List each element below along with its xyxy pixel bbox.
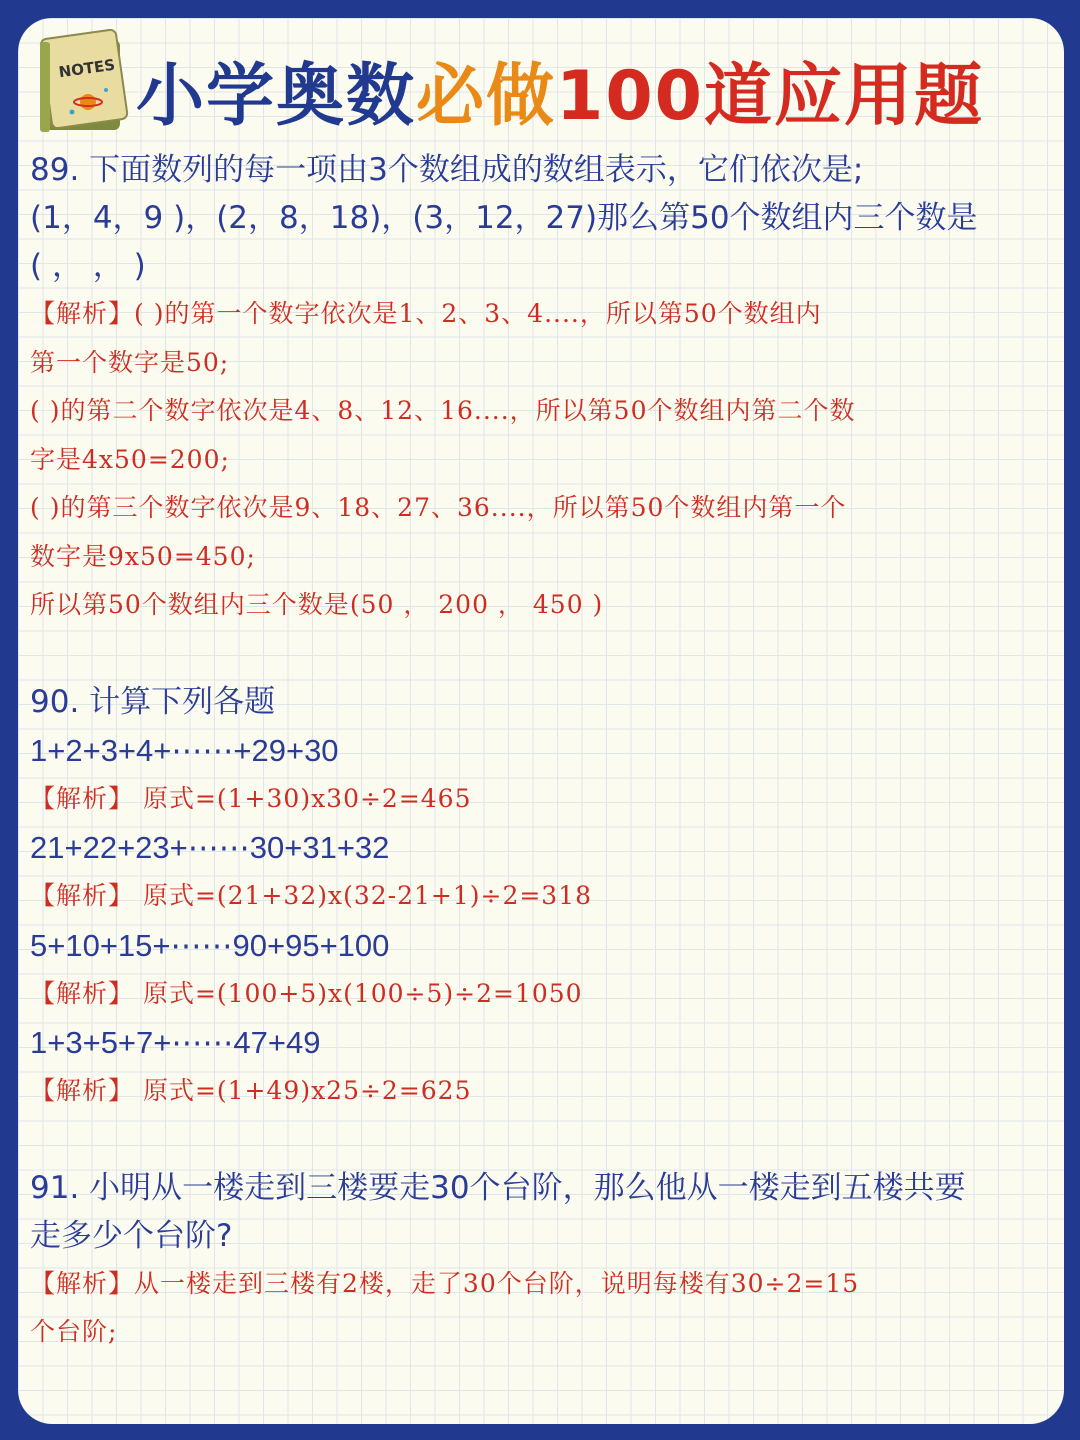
answer-89-line-1: 【解析】( )的第一个数字依次是1、2、3、4....，所以第50个数组内 — [30, 299, 822, 328]
answer-89-line-6: 数字是9x50=450; — [30, 541, 256, 571]
question-89-line-3: ( ， ， ) — [30, 248, 146, 284]
spacer — [30, 630, 1054, 678]
notebook-page — [18, 18, 1064, 1424]
title-part-1: 小学奥数 — [136, 57, 417, 136]
answer-89-line-7: 所以第50个数组内三个数是(50 ， 200 ， 450 ) — [30, 590, 604, 619]
page-title — [136, 42, 984, 139]
question-91-line-1: 91. 小明从一楼走到三楼要走30个台阶，那么他从一楼走到五楼共要 — [30, 1169, 966, 1206]
answer-90-3: 【解析】 原式=(100+5)x(100÷5)÷2=1050 — [30, 978, 583, 1008]
answer-91-line-2: 个台阶; — [30, 1317, 118, 1346]
answer-91-line-1: 【解析】从一楼走到三楼有2楼，走了30个台阶，说明每楼有30÷2=15 — [30, 1268, 860, 1298]
expression-3: 5+10+15+⋯⋯90+95+100 — [30, 927, 390, 963]
notes-label: NOTES — [57, 55, 117, 82]
expression-4: 1+3+5+7+⋯⋯47+49 — [30, 1025, 321, 1060]
question-90 — [30, 678, 1054, 1116]
notes-book-icon — [30, 24, 130, 134]
question-89-line-1: 89. 下面数列的每一项由3个数组成的数组表示，它们依次是; — [30, 152, 864, 188]
spacer — [30, 1116, 1054, 1164]
answer-89-line-5: ( )的第三个数字依次是9、18、27、36....，所以第50个数组内第一个 — [30, 493, 847, 522]
expression-1: 1+2+3+4+⋯⋯+29+30 — [30, 732, 339, 768]
expression-2: 21+22+23+⋯⋯30+31+32 — [30, 830, 390, 865]
question-91-line-2: 走多少个台阶? — [30, 1217, 233, 1254]
answer-89-line-4: 字是4x50=200; — [30, 444, 230, 474]
answer-89-line-3: ( )的第二个数字依次是4、8、12、16....，所以第50个数组内第二个数 — [30, 396, 856, 425]
question-89-line-2: (1，4，9 )，(2，8，18)，(3，12，27)那么第50个数组内三个数是 — [30, 200, 978, 236]
title-part-2: 必做 — [416, 57, 557, 136]
answer-90-1: 【解析】 原式=(1+30)x30÷2=465 — [30, 783, 472, 813]
answer-90-2: 【解析】 原式=(21+32)x(32-21+1)÷2=318 — [30, 881, 593, 910]
header — [18, 18, 1064, 148]
question-91 — [30, 1164, 1054, 1357]
title-part-3: 100道应用题 — [556, 57, 984, 136]
answer-89-line-2: 第一个数字是50; — [30, 347, 230, 377]
content — [30, 146, 1054, 1357]
question-90-title: 90. 计算下列各题 — [30, 683, 276, 720]
question-89 — [30, 146, 1054, 630]
answer-90-4: 【解析】 原式=(1+49)x25÷2=625 — [30, 1076, 472, 1105]
